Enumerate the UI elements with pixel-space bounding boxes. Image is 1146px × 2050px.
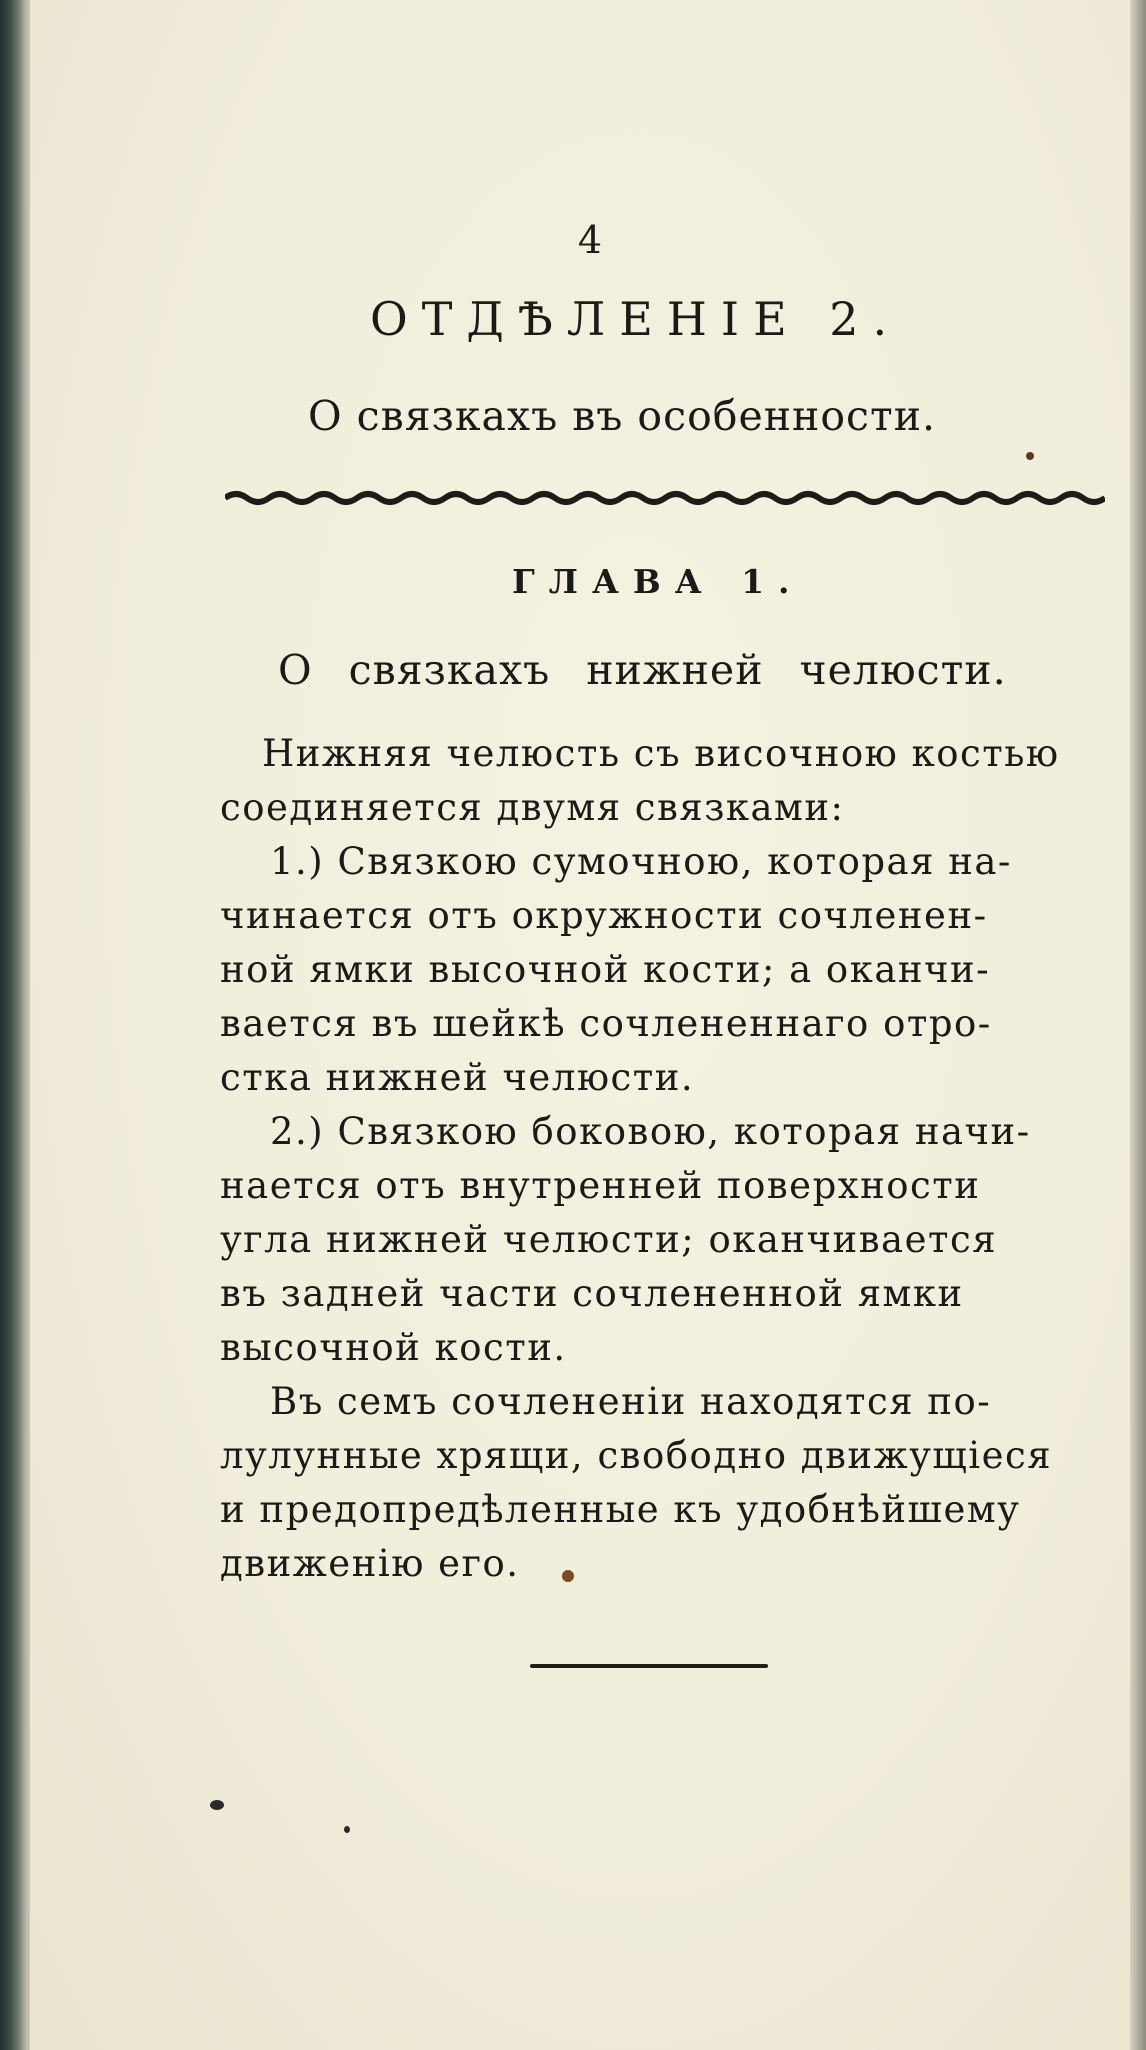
- body-line: высочной кости.: [220, 1326, 567, 1369]
- body-line: и предопредѣленные къ удобнѣйшему: [220, 1488, 1021, 1531]
- decorative-divider: [225, 490, 1105, 506]
- ink-speck: [344, 1826, 350, 1833]
- book-page: [30, 0, 1130, 2050]
- body-line: вается въ шейкѣ сочлененнаго отро-: [220, 1002, 992, 1045]
- body-line: лулунные хрящи, свободно движущіеся: [220, 1434, 1053, 1477]
- body-line: 2.) Связкою боковою, которая начи-: [270, 1110, 1031, 1153]
- section-subtitle: О связкахъ въ особенности.: [308, 392, 937, 440]
- ink-speck: [562, 1570, 574, 1582]
- body-line: въ задней части сочлененной ямки: [220, 1272, 964, 1315]
- body-line: соединяется двумя связками:: [220, 786, 845, 829]
- body-line: нается отъ внутренней поверхности: [220, 1164, 981, 1207]
- ink-speck: [210, 1800, 224, 1810]
- body-line: 1.) Связкою сумочною, которая на-: [270, 840, 1012, 883]
- page-number: 4: [577, 218, 603, 262]
- body-line: стка нижней челюсти.: [220, 1056, 695, 1099]
- section-title: ОТДѢЛЕНІЕ 2.: [370, 292, 902, 346]
- chapter-title: ГЛАВА 1.: [512, 562, 804, 601]
- body-line: Нижняя челюсть съ височною костью: [262, 732, 1060, 775]
- body-line: чинается отъ окружности сочленен-: [220, 894, 988, 937]
- body-line: движенію его.: [220, 1542, 520, 1585]
- end-rule: [530, 1664, 768, 1668]
- body-line: ной ямки высочной кости; а оканчи-: [220, 948, 991, 991]
- body-line: Въ семъ сочлененіи находятся по-: [270, 1380, 992, 1423]
- body-line: угла нижней челюсти; оканчивается: [220, 1218, 998, 1261]
- chapter-subtitle: О связкахъ нижней челюсти.: [278, 646, 1007, 694]
- ink-speck: [1026, 452, 1034, 460]
